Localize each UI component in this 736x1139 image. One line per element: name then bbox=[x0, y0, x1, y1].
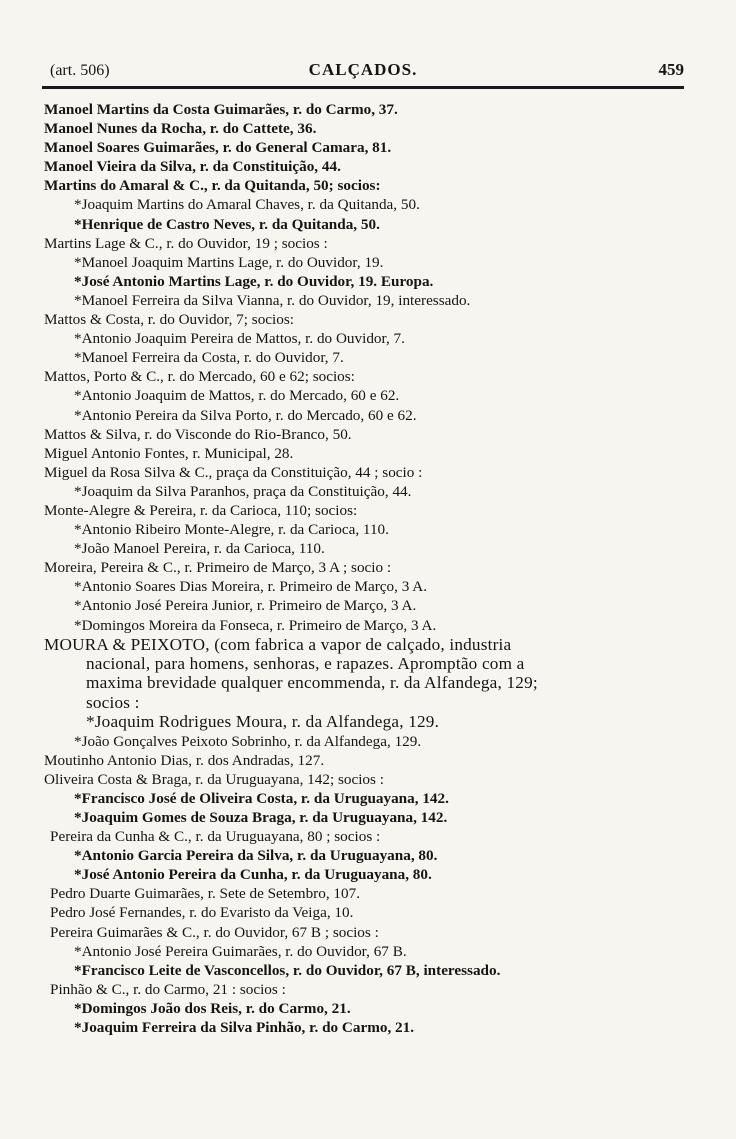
partner-line: *José Antonio Martins Lage, r. do Ouvidor, 19. Europa. bbox=[74, 272, 434, 290]
partner-line: *Joaquim Ferreira da Silva Pinhão, r. do Carmo, 21. bbox=[74, 1018, 415, 1036]
page-number: 459 bbox=[658, 60, 684, 79]
partner-line: *Manoel Joaquim Martins Lage, r. do Ouvidor, 19. bbox=[74, 253, 384, 271]
directory-entry-line: Pereira Guimarães & C., r. do Ouvidor, 67 B ; socios : bbox=[50, 923, 379, 941]
directory-entries bbox=[44, 100, 694, 1037]
partner-line: *Antonio Ribeiro Monte-Alegre, r. da Carioca, 110. bbox=[74, 521, 389, 539]
partner-line: *Francisco José de Oliveira Costa, r. da Uruguayana, 142. bbox=[74, 789, 449, 807]
partner-line: *Manoel Ferreira da Silva Vianna, r. do Ouvidor, 19, interessado. bbox=[74, 291, 471, 309]
partner-line: *Antonio Joaquim Pereira de Mattos, r. do Ouvidor, 7. bbox=[74, 330, 405, 348]
directory-entry-line: Monte-Alegre & Pereira, r. da Carioca, 110; socios: bbox=[44, 501, 358, 519]
directory-entry-line: MOURA & PEIXOTO, (com fabrica a vapor de calçado, industria bbox=[44, 634, 512, 654]
directory-entry-line: Manoel Martins da Costa Guimarães, r. do Carmo, 37. bbox=[44, 101, 398, 118]
partner-line: *Antonio Pereira da Silva Porto, r. do Mercado, 60 e 62. bbox=[74, 406, 417, 424]
directory-entry-line: Moutinho Antonio Dias, r. dos Andradas, 127. bbox=[44, 751, 325, 769]
partner-line: *Antonio Joaquim de Mattos, r. do Mercado, 60 e 62. bbox=[74, 387, 400, 405]
directory-entry-line: Miguel da Rosa Silva & C., praça da Constituição, 44 ; socio : bbox=[44, 463, 423, 481]
directory-entry-line: Oliveira Costa & Braga, r. da Uruguayana, 142; socios : bbox=[44, 770, 384, 788]
partner-line: *Henrique de Castro Neves, r. da Quitanda, 50. bbox=[74, 215, 380, 233]
directory-entry-line: Mattos & Costa, r. do Ouvidor, 7; socios: bbox=[44, 311, 294, 329]
partner-line: *Francisco Leite de Vasconcellos, r. do Ouvidor, 67 B, interessado. bbox=[74, 961, 501, 979]
directory-entry-line: Mattos, Porto & C., r. do Mercado, 60 e 62; socios: bbox=[44, 368, 355, 386]
directory-entry-line: Manoel Vieira da Silva, r. da Constituição, 44. bbox=[44, 158, 341, 176]
section-title: CALÇADOS. bbox=[308, 60, 418, 79]
directory-entry-line: Pinhão & C., r. do Carmo, 21 : socios : bbox=[50, 980, 286, 998]
directory-entry-line: Manoel Soares Guimarães, r. do General Camara, 81. bbox=[44, 139, 392, 157]
partner-line: *Manoel Ferreira da Costa, r. do Ouvidor, 7. bbox=[74, 349, 344, 367]
page-header bbox=[42, 60, 684, 89]
partner-line: *João Manoel Pereira, r. da Carioca, 110. bbox=[74, 540, 325, 558]
partner-line: *Antonio Garcia Pereira da Silva, r. da Uruguayana, 80. bbox=[74, 847, 438, 865]
partner-line: *Antonio José Pereira Guimarães, r. do Ouvidor, 67 B. bbox=[74, 942, 407, 960]
directory-entry-line: Moreira, Pereira & C., r. Primeiro de Março, 3 A ; socio : bbox=[44, 559, 392, 577]
directory-entry-line: Manoel Nunes da Rocha, r. do Cattete, 36. bbox=[44, 120, 317, 138]
directory-entry-line: Pereira da Cunha & C., r. da Uruguayana, 80 ; socios : bbox=[50, 828, 381, 846]
partner-line: *João Gonçalves Peixoto Sobrinho, r. da Alfandega, 129. bbox=[74, 732, 422, 750]
directory-entry-line: socios : bbox=[86, 692, 140, 712]
directory-entry-line: Pedro Duarte Guimarães, r. Sete de Setembro, 107. bbox=[50, 885, 360, 903]
directory-entry-line: *Joaquim Rodrigues Moura, r. da Alfandega, 129. bbox=[86, 712, 440, 732]
partner-line: *Antonio Soares Dias Moreira, r. Primeiro de Março, 3 A. bbox=[74, 578, 428, 596]
partner-line: *Joaquim Martins do Amaral Chaves, r. da Quitanda, 50. bbox=[74, 196, 420, 214]
directory-entry-line: maxima brevidade qualquer encommenda, r. da Alfandega, 129; bbox=[86, 673, 538, 693]
partner-line: *Domingos Moreira da Fonseca, r. Primeiro de Março, 3 A. bbox=[74, 616, 437, 634]
partner-line: *Joaquim da Silva Paranhos, praça da Constituição, 44. bbox=[74, 482, 412, 500]
directory-entry-line: Pedro José Fernandes, r. do Evaristo da Veiga, 10. bbox=[50, 904, 354, 922]
partner-line: *Antonio José Pereira Junior, r. Primeiro de Março, 3 A. bbox=[74, 597, 417, 615]
partner-line: *Domingos João dos Reis, r. do Carmo, 21. bbox=[74, 999, 351, 1017]
directory-entry-line: Martins Lage & C., r. do Ouvidor, 19 ; socios : bbox=[44, 234, 328, 252]
article-reference: (art. 506) bbox=[50, 62, 110, 79]
partner-line: *Joaquim Gomes de Souza Braga, r. da Uruguayana, 142. bbox=[74, 808, 448, 826]
partner-line: *José Antonio Pereira da Cunha, r. da Uruguayana, 80. bbox=[74, 866, 432, 884]
directory-entry-line: Martins do Amaral & C., r. da Quitanda, 50; socios: bbox=[44, 177, 381, 195]
directory-entry-line: Mattos & Silva, r. do Visconde do Rio-Branco, 50. bbox=[44, 425, 352, 443]
directory-entry-line: nacional, para homens, senhoras, e rapazes. Apromptão com a bbox=[86, 654, 525, 674]
directory-entry-line: Miguel Antonio Fontes, r. Municipal, 28. bbox=[44, 444, 294, 462]
